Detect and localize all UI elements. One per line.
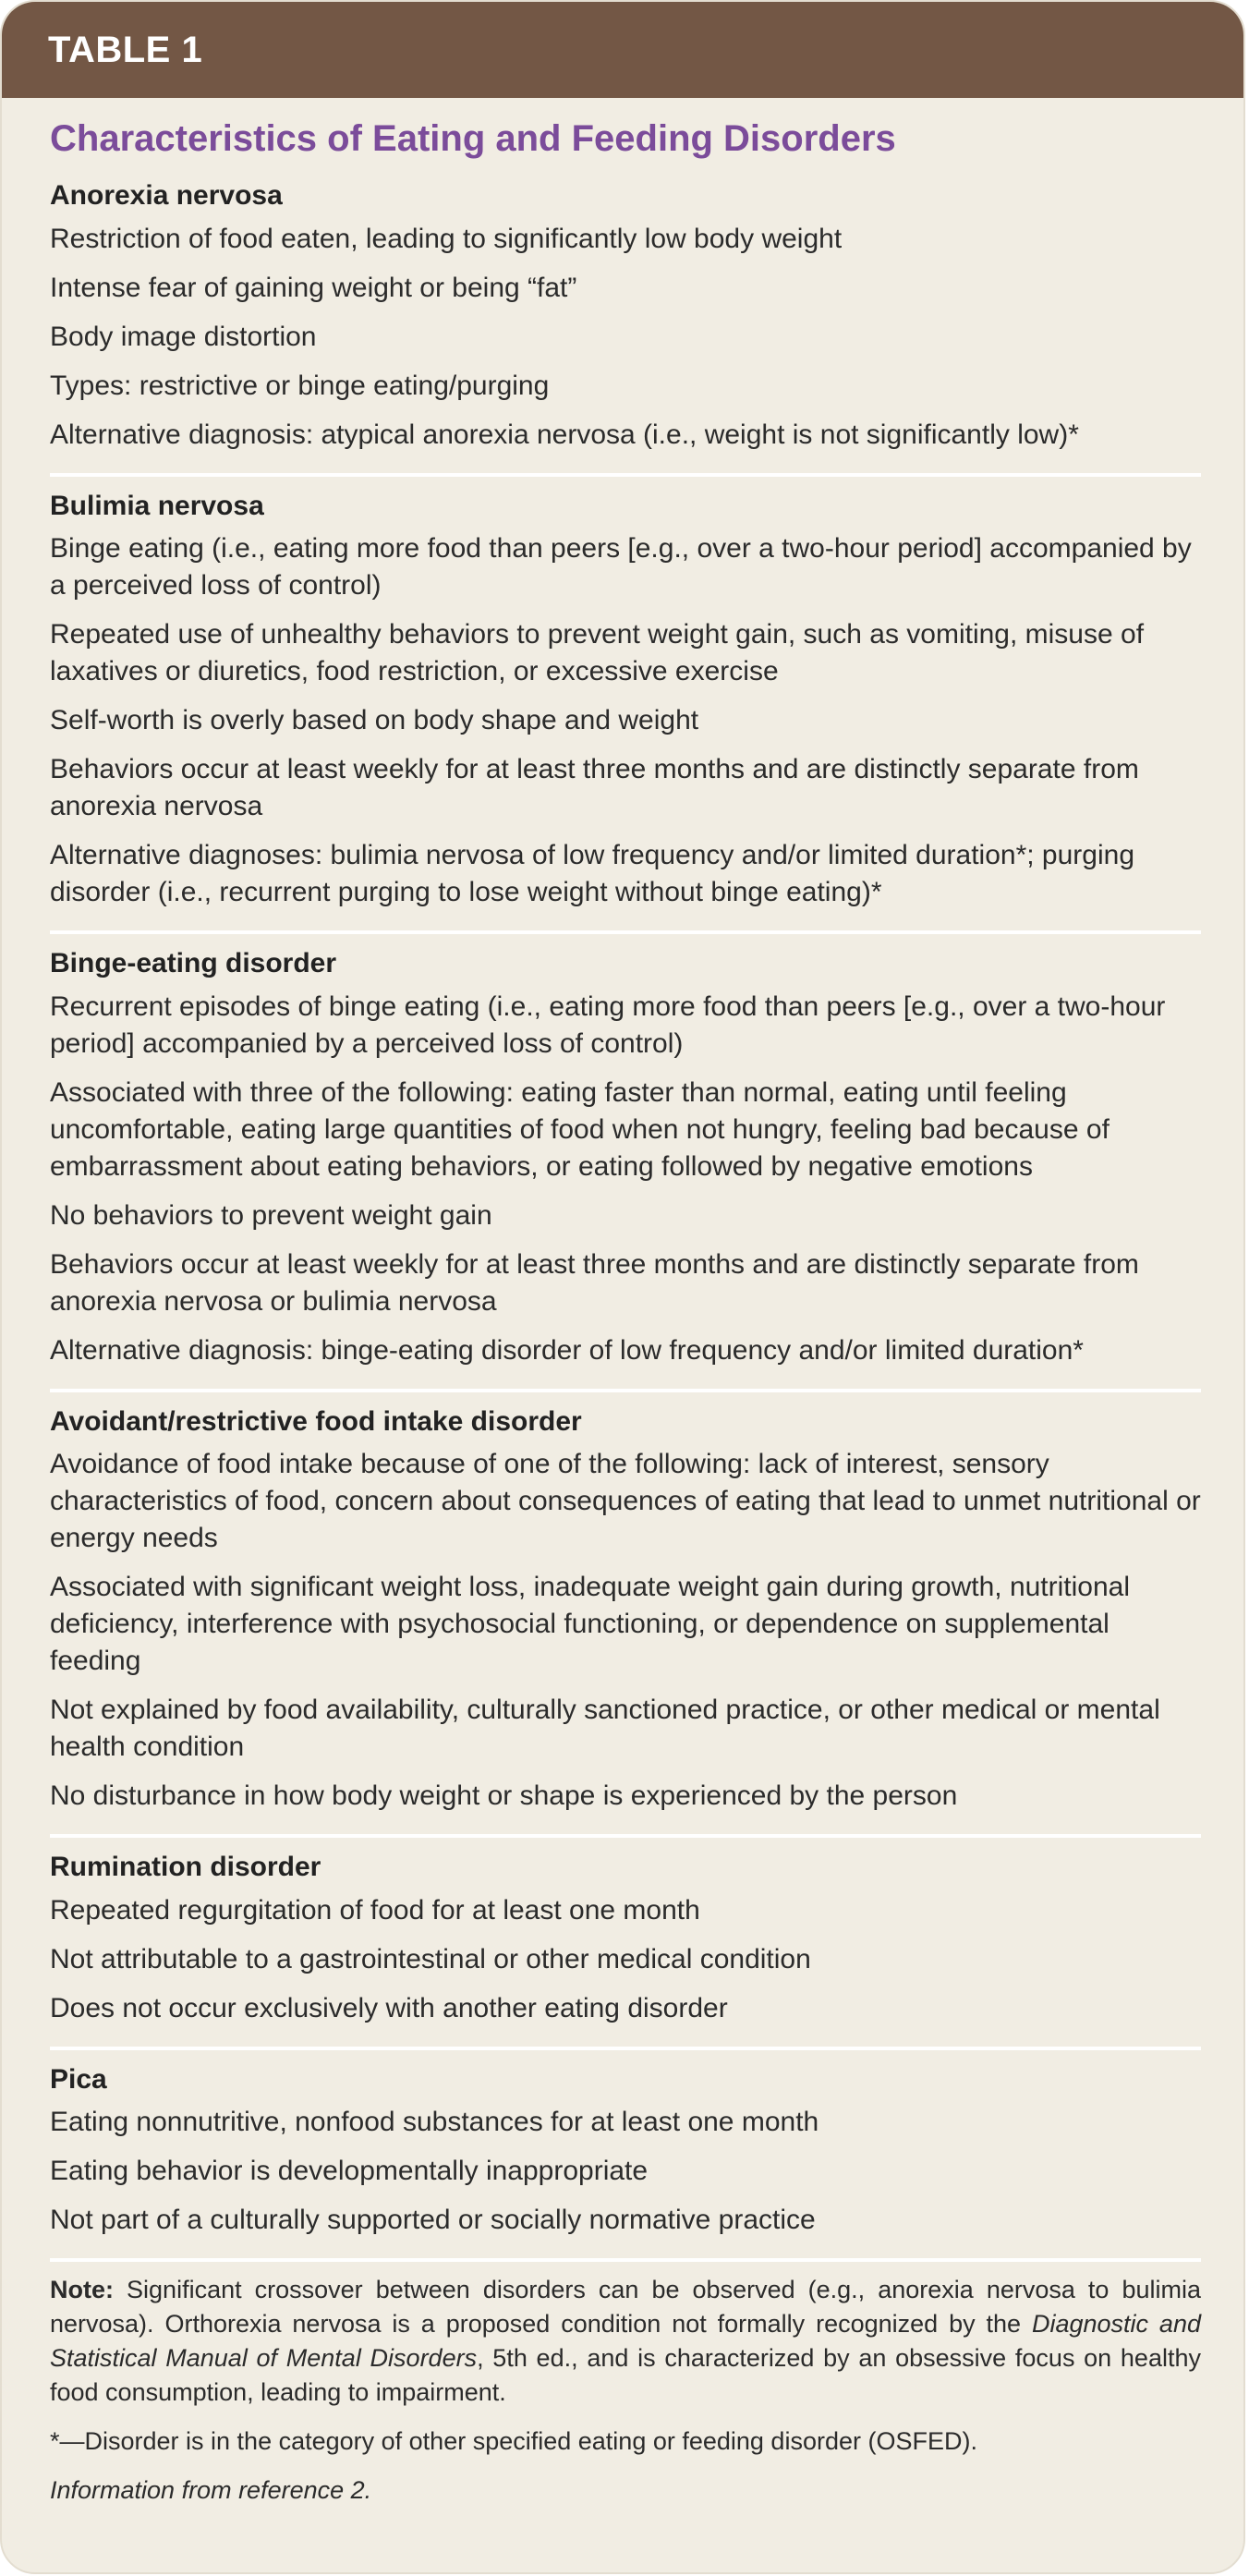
criteria-item: Not attributable to a gastrointestinal or other medical condition — [50, 1943, 811, 1975]
sections-container — [50, 177, 1201, 2262]
criteria-item: Associated with significant weight loss, inadequate weight gain during growth, nutritional deficiency, interference with psychosocial functioning, or dependence on supplemental feeding — [50, 1572, 1131, 1676]
note-text-after: , 5th ed., and is characterized by an obsessive focus on healthy food consumption, leading to impairment. — [50, 2344, 1201, 2406]
section-heading: Rumination disorder — [50, 1852, 321, 1882]
section-divider — [50, 930, 1201, 934]
note-label: Note: — [50, 2276, 114, 2303]
note-manual-title: Diagnostic and Statistical Manual of Mental Disorders — [50, 2310, 1201, 2372]
criteria-item: Self-worth is overly based on body shape and weight — [50, 705, 699, 735]
criteria-item: Associated with three of the following: eating faster than normal, eating until feeling uncomfortable, eating large quantities of food when not hungry, feeling bad because of embarrassment about eating behaviors, or eating followed by negative emotions — [50, 1076, 1110, 1182]
criteria-item: Behaviors occur at least weekly for at least three months and are distinctly separate from anorexia nervosa or bulimia nervosa — [50, 1248, 1139, 1317]
criteria-item: Avoidance of food intake because of one of the following: lack of interest, sensory characteristics of food, concern about consequences of eating that lead to unmet nutritional or energy needs — [50, 1449, 1201, 1553]
criteria-item: Intense fear of gaining weight or being “fat” — [50, 272, 577, 303]
table-header-bar — [2, 2, 1243, 98]
section-heading: Anorexia nervosa — [50, 180, 283, 211]
section-heading: Avoidant/restrictive food intake disorder — [50, 1405, 582, 1437]
criteria-item: Not part of a culturally supported or socially normative practice — [50, 2205, 816, 2235]
criteria-item: Binge eating (i.e., eating more food than peers [e.g., over a two-hour period] accompanied by a perceived loss of control) — [50, 533, 1192, 601]
criteria-item: Alternative diagnosis: atypical anorexia nervosa (i.e., weight is not significantly low)* — [50, 419, 1079, 450]
note-text-before: Significant crossover between disorders can be observed (e.g., anorexia nervosa to bulimia nervosa). Orthorexia nervosa is a proposed condition not formally recognized by the — [50, 2276, 1201, 2338]
source-citation: Information from reference 2. — [50, 2476, 372, 2504]
section-heading: Bulimia nervosa — [50, 490, 264, 521]
table-title: Characteristics of Eating and Feeding Disorders — [50, 118, 896, 159]
section-divider — [50, 473, 1201, 477]
criteria-item: Behaviors occur at least weekly for at least three months and are distinctly separate from anorexia nervosa — [50, 754, 1139, 821]
table-content — [2, 98, 1243, 2508]
criteria-item: No behaviors to prevent weight gain — [50, 1199, 492, 1231]
disorder-section — [50, 945, 1201, 1389]
criteria-item: Recurrent episodes of binge eating (i.e., eating more food than peers [e.g., over a two-hour period] accompanied by a perceived loss of control) — [50, 990, 1166, 1059]
disorder-section — [50, 1849, 1201, 2047]
table-note — [50, 2273, 1201, 2410]
criteria-item: Body image distortion — [50, 321, 317, 352]
section-heading: Pica — [50, 2063, 107, 2095]
disorder-section — [50, 488, 1201, 931]
disorder-section — [50, 2061, 1201, 2259]
criteria-item: Alternative diagnosis: binge-eating disorder of low frequency and/or limited duration* — [50, 1334, 1084, 1366]
section-divider — [50, 2258, 1201, 2262]
criteria-item: Types: restrictive or binge eating/purging — [50, 370, 550, 401]
section-divider — [50, 2047, 1201, 2050]
criteria-item: Repeated regurgitation of food for at least one month — [50, 1894, 700, 1926]
criteria-item: Restriction of food eaten, leading to significantly low body weight — [50, 223, 843, 254]
criteria-item: Does not occur exclusively with another eating disorder — [50, 1992, 728, 2023]
criteria-item: Alternative diagnoses: bulimia nervosa of low frequency and/or limited duration*; purging disorder (i.e., recurrent purging to lose weight without binge eating)* — [50, 840, 1134, 907]
criteria-item: Eating nonnutritive, nonfood substances for at least one month — [50, 2107, 819, 2137]
disorder-section — [50, 1403, 1201, 1835]
disorder-section — [50, 177, 1201, 473]
osfed-footnote: *—Disorder is in the category of other specified eating or feeding disorder (OSFED). — [50, 2427, 977, 2455]
section-divider — [50, 1389, 1201, 1392]
section-divider — [50, 1834, 1201, 1838]
section-heading: Binge-eating disorder — [50, 948, 337, 978]
criteria-item: Not explained by food availability, culturally sanctioned practice, or other medical or mental health condition — [50, 1695, 1160, 1762]
criteria-item: No disturbance in how body weight or shape is experienced by the person — [50, 1780, 958, 1811]
criteria-item: Repeated use of unhealthy behaviors to prevent weight gain, such as vomiting, misuse of laxatives or diuretics, food restriction, or excessive exercise — [50, 619, 1145, 687]
table-number-label: TABLE 1 — [48, 29, 203, 70]
criteria-item: Eating behavior is developmentally inappropriate — [50, 2156, 649, 2186]
